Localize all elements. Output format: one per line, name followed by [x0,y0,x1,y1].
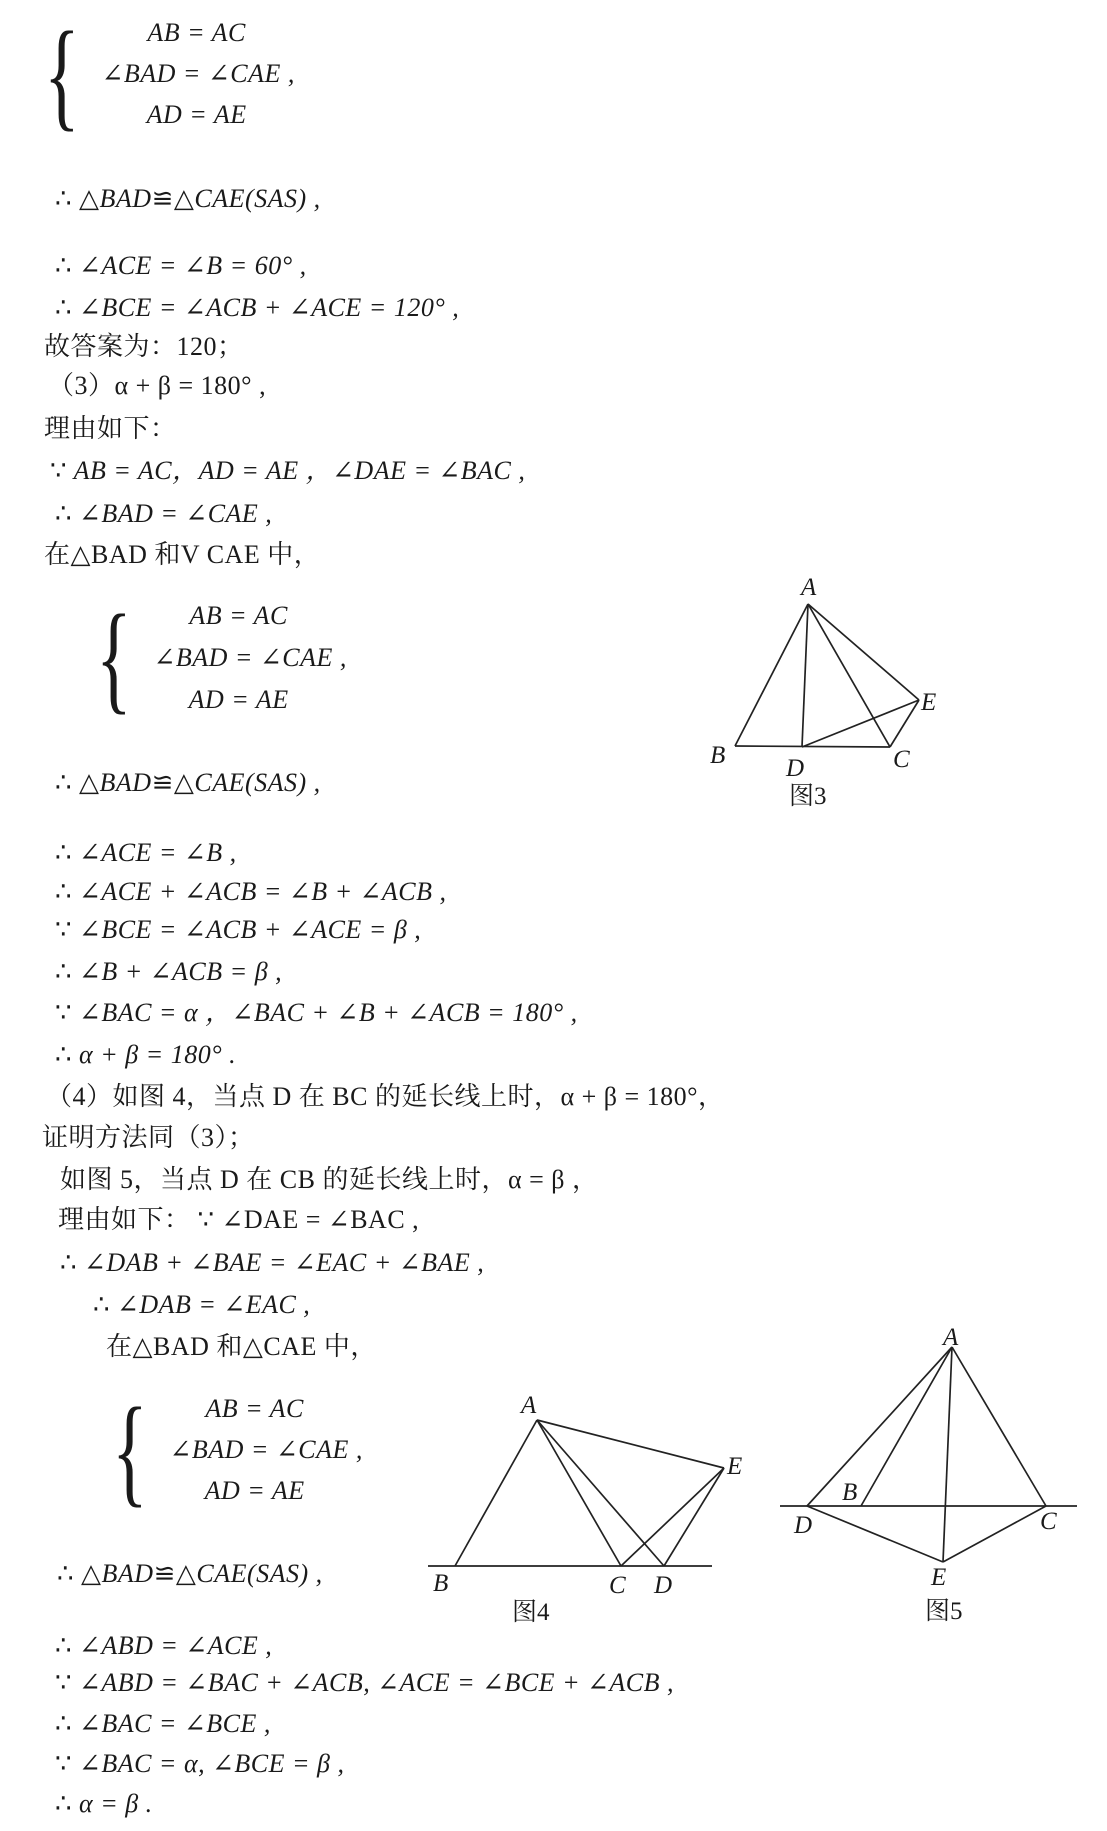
fig4-vertex-label-b: B [433,1570,449,1597]
fig4-vertex-label-d: D [654,1572,673,1599]
fig3-vertex-label-b: B [710,742,726,769]
proof-line: ∴ α = β . [55,1789,153,1818]
proof-line: 在△BAD 和△CAE 中， [106,1332,377,1361]
equation: ∠BAD = ∠CAE , [169,1435,363,1464]
fig5-vertex-label-e: E [931,1564,947,1591]
left-brace: { [96,588,132,725]
equation-system-1 [44,5,295,142]
fig4-caption: 图4 [512,1599,550,1626]
proof-line: 理由如下： [44,414,177,443]
proof-line: ∴ ∠ACE = ∠B = 60° , [55,251,307,280]
figure-5-drawing [780,1347,1077,1562]
fig4-vertex-label-a: A [521,1392,537,1419]
left-brace: { [44,5,80,142]
fig5-vertex-label-a: A [943,1324,959,1351]
proof-line: （4）如图 4，当点 D 在 BC 的延长线上时，α + β = 180°， [46,1082,725,1111]
fig5-vertex-label-b: B [842,1479,858,1506]
proof-line: ∴ ∠B + ∠ACB = β , [55,957,283,986]
equation: ∠BAD = ∠CAE , [101,59,295,88]
proof-line: ∵ ∠BAC = α ，∠BAC + ∠B + ∠ACB = 180° , [55,998,578,1027]
proof-line: （3）α + β = 180° , [48,371,267,400]
proof-line: ∴ ∠ABD = ∠ACE , [55,1631,273,1660]
fig3-vertex-label-e: E [921,689,937,716]
equation: AB = AC [189,601,288,630]
fig3-caption: 图3 [789,783,827,810]
fig4-vertex-label-e: E [727,1453,743,1480]
equation: ∠BAD = ∠CAE , [153,643,347,672]
proof-line: ∴ ∠DAB + ∠BAE = ∠EAC + ∠BAE , [60,1248,485,1277]
fig3-vertex-label-a: A [801,574,817,601]
proof-line: 在△BAD 和V CAE 中， [44,540,321,569]
fig5-vertex-label-d: D [794,1512,813,1539]
equation-system-2 [96,588,347,725]
proof-line: ∴ ∠DAB = ∠EAC , [93,1290,311,1319]
figure-4-drawing [428,1420,724,1566]
fig5-caption: 图5 [925,1598,963,1625]
equation-rows [153,595,347,721]
proof-line: 如图 5，当点 D 在 CB 的延长线上时，α = β ， [60,1165,599,1194]
equation: AD = AE [146,100,247,129]
proof-line: ∴ △BAD≌△CAE(SAS) , [57,1559,323,1588]
left-brace: { [112,1381,148,1518]
proof-line: ∴ △BAD≌△CAE(SAS) , [55,768,321,797]
proof-line: ∴ ∠ACE + ∠ACB = ∠B + ∠ACB , [55,877,447,906]
proof-line: ∴ ∠ACE = ∠B , [55,838,237,867]
proof-line: 理由如下： ∵ ∠DAE = ∠BAC , [58,1205,420,1234]
figure-3-drawing [735,604,919,747]
proof-line: ∴ ∠BAD = ∠CAE , [55,499,273,528]
fig5-vertex-label-c: C [1040,1508,1057,1535]
equation-rows [101,12,295,136]
proof-line: ∵ ∠BCE = ∠ACB + ∠ACE = β , [55,915,422,944]
proof-line: 故答案为：120； [44,332,244,361]
proof-line: 证明方法同（3）； [42,1123,255,1152]
equation: AB = AC [147,18,246,47]
fig3-vertex-label-c: C [893,746,910,773]
proof-line: ∴ ∠BAC = ∠BCE , [55,1709,271,1738]
equation-rows [169,1388,363,1512]
equation-system-3 [112,1381,363,1518]
equation: AD = AE [188,685,289,714]
proof-line: ∴ α + β = 180° . [55,1040,237,1069]
proof-line: ∵ AB = AC，AD = AE ，∠DAE = ∠BAC , [50,456,526,485]
proof-line: ∴ △BAD≌△CAE(SAS) , [55,184,321,213]
fig4-vertex-label-c: C [609,1572,626,1599]
proof-line: ∵ ∠BAC = α, ∠BCE = β , [55,1749,345,1778]
proof-line: ∴ ∠BCE = ∠ACB + ∠ACE = 120° , [55,293,460,322]
proof-line: ∵ ∠ABD = ∠BAC + ∠ACB, ∠ACE = ∠BCE + ∠ACB , [55,1668,674,1697]
equation: AB = AC [205,1394,304,1423]
equation: AD = AE [204,1476,305,1505]
fig3-vertex-label-d: D [786,755,805,782]
